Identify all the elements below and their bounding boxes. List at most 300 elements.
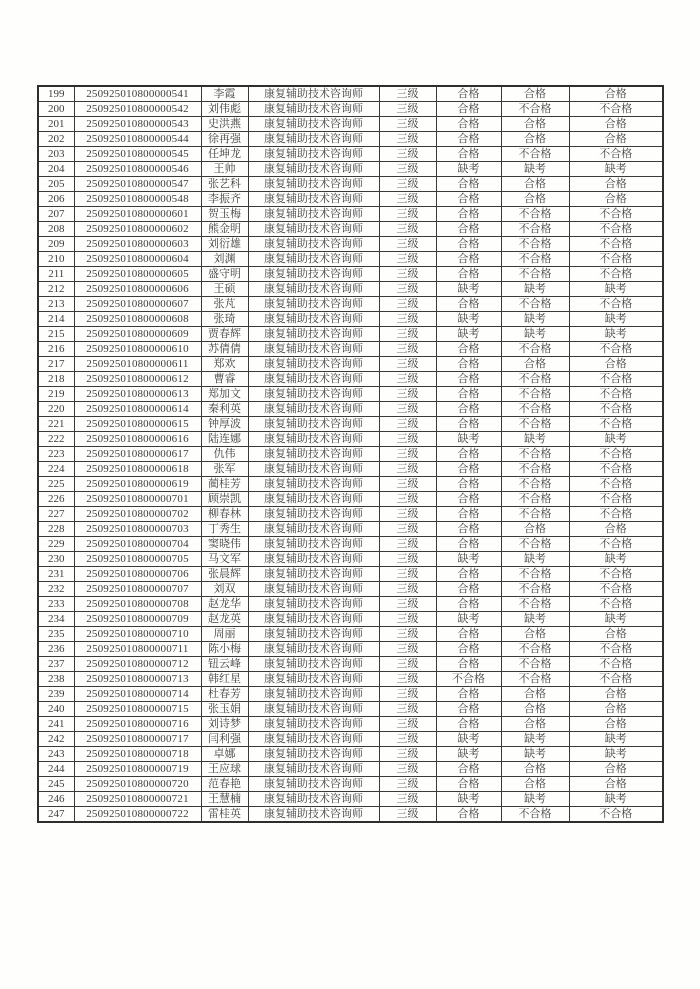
cell-occupation: 康复辅助技术咨询师 [248,327,379,342]
cell-result-1: 合格 [436,207,501,222]
cell-seq-number: 246 [38,792,74,807]
cell-seq-number: 215 [38,327,74,342]
cell-result-3: 缺考 [569,792,663,807]
cell-exam-id: 250925010800000619 [74,477,201,492]
cell-level: 三级 [379,432,436,447]
cell-result-1: 合格 [436,117,501,132]
cell-exam-id: 250925010800000703 [74,522,201,537]
cell-result-1: 缺考 [436,612,501,627]
cell-seq-number: 202 [38,132,74,147]
table-row [38,132,663,147]
cell-result-1: 合格 [436,252,501,267]
table-row [38,597,663,612]
cell-candidate-name: 窦晓伟 [201,537,248,552]
cell-result-1: 合格 [436,567,501,582]
cell-result-2: 缺考 [501,792,569,807]
cell-result-2: 不合格 [501,492,569,507]
cell-occupation: 康复辅助技术咨询师 [248,597,379,612]
cell-level: 三级 [379,162,436,177]
cell-exam-id: 250925010800000705 [74,552,201,567]
cell-result-3: 不合格 [569,672,663,687]
cell-candidate-name: 秦利英 [201,402,248,417]
cell-candidate-name: 赵龙英 [201,612,248,627]
cell-exam-id: 250925010800000609 [74,327,201,342]
cell-result-3: 合格 [569,522,663,537]
cell-occupation: 康复辅助技术咨询师 [248,282,379,297]
cell-result-3: 不合格 [569,462,663,477]
cell-occupation: 康复辅助技术咨询师 [248,627,379,642]
cell-seq-number: 204 [38,162,74,177]
cell-result-1: 合格 [436,417,501,432]
cell-seq-number: 226 [38,492,74,507]
cell-result-1: 合格 [436,402,501,417]
cell-occupation: 康复辅助技术咨询师 [248,462,379,477]
cell-result-1: 合格 [436,177,501,192]
cell-occupation: 康复辅助技术咨询师 [248,417,379,432]
cell-exam-id: 250925010800000604 [74,252,201,267]
cell-candidate-name: 王应球 [201,762,248,777]
cell-candidate-name: 刘伟彪 [201,102,248,117]
table-row [38,567,663,582]
cell-seq-number: 219 [38,387,74,402]
cell-result-3: 不合格 [569,447,663,462]
cell-candidate-name: 任坤龙 [201,147,248,162]
cell-occupation: 康复辅助技术咨询师 [248,222,379,237]
cell-result-3: 不合格 [569,567,663,582]
table-row [38,447,663,462]
cell-level: 三级 [379,102,436,117]
cell-level: 三级 [379,792,436,807]
cell-level: 三级 [379,807,436,823]
cell-level: 三级 [379,507,436,522]
cell-result-3: 合格 [569,117,663,132]
cell-seq-number: 203 [38,147,74,162]
cell-level: 三级 [379,417,436,432]
table-row [38,147,663,162]
cell-occupation: 康复辅助技术咨询师 [248,567,379,582]
cell-level: 三级 [379,657,436,672]
cell-result-1: 缺考 [436,312,501,327]
cell-exam-id: 250925010800000704 [74,537,201,552]
cell-seq-number: 214 [38,312,74,327]
cell-level: 三级 [379,192,436,207]
cell-result-3: 合格 [569,777,663,792]
table-row [38,327,663,342]
cell-level: 三级 [379,552,436,567]
cell-result-1: 合格 [436,222,501,237]
cell-level: 三级 [379,357,436,372]
cell-result-3: 合格 [569,86,663,102]
table-row [38,237,663,252]
cell-seq-number: 199 [38,86,74,102]
cell-result-1: 合格 [436,357,501,372]
cell-exam-id: 250925010800000613 [74,387,201,402]
cell-occupation: 康复辅助技术咨询师 [248,297,379,312]
cell-candidate-name: 王硕 [201,282,248,297]
cell-candidate-name: 范春艳 [201,777,248,792]
cell-exam-id: 250925010800000544 [74,132,201,147]
cell-seq-number: 216 [38,342,74,357]
cell-result-1: 不合格 [436,672,501,687]
cell-exam-id: 250925010800000545 [74,147,201,162]
cell-level: 三级 [379,117,436,132]
cell-candidate-name: 张芃 [201,297,248,312]
cell-exam-id: 250925010800000605 [74,267,201,282]
cell-level: 三级 [379,147,436,162]
cell-level: 三级 [379,252,436,267]
cell-seq-number: 205 [38,177,74,192]
cell-result-1: 合格 [436,102,501,117]
cell-result-3: 缺考 [569,312,663,327]
cell-exam-id: 250925010800000707 [74,582,201,597]
cell-result-3: 缺考 [569,327,663,342]
cell-candidate-name: 赵龙华 [201,597,248,612]
cell-result-3: 合格 [569,177,663,192]
cell-seq-number: 232 [38,582,74,597]
cell-result-1: 缺考 [436,432,501,447]
cell-occupation: 康复辅助技术咨询师 [248,732,379,747]
cell-result-2: 不合格 [501,102,569,117]
cell-seq-number: 213 [38,297,74,312]
cell-result-3: 不合格 [569,597,663,612]
cell-result-3: 不合格 [569,147,663,162]
cell-exam-id: 250925010800000615 [74,417,201,432]
cell-exam-id: 250925010800000543 [74,117,201,132]
table-row [38,312,663,327]
cell-occupation: 康复辅助技术咨询师 [248,357,379,372]
cell-result-2: 不合格 [501,297,569,312]
table-row [38,417,663,432]
cell-result-1: 合格 [436,237,501,252]
cell-level: 三级 [379,462,436,477]
table-row [38,357,663,372]
cell-result-1: 合格 [436,132,501,147]
cell-result-1: 合格 [436,597,501,612]
cell-result-2: 合格 [501,762,569,777]
cell-result-3: 不合格 [569,342,663,357]
cell-result-3: 合格 [569,702,663,717]
table-row [38,207,663,222]
cell-result-2: 合格 [501,132,569,147]
table-row [38,702,663,717]
cell-result-3: 不合格 [569,402,663,417]
cell-candidate-name: 闫利强 [201,732,248,747]
cell-candidate-name: 顾崇凯 [201,492,248,507]
cell-seq-number: 224 [38,462,74,477]
cell-occupation: 康复辅助技术咨询师 [248,477,379,492]
cell-occupation: 康复辅助技术咨询师 [248,642,379,657]
cell-result-1: 合格 [436,522,501,537]
cell-result-3: 合格 [569,627,663,642]
cell-result-1: 缺考 [436,552,501,567]
cell-result-2: 不合格 [501,462,569,477]
table-row [38,777,663,792]
cell-candidate-name: 蔺桂芳 [201,477,248,492]
cell-exam-id: 250925010800000618 [74,462,201,477]
cell-result-3: 合格 [569,762,663,777]
cell-candidate-name: 丁秀生 [201,522,248,537]
cell-seq-number: 245 [38,777,74,792]
cell-result-3: 缺考 [569,552,663,567]
cell-result-2: 不合格 [501,507,569,522]
cell-result-2: 不合格 [501,147,569,162]
cell-result-3: 合格 [569,192,663,207]
cell-occupation: 康复辅助技术咨询师 [248,507,379,522]
cell-seq-number: 210 [38,252,74,267]
cell-seq-number: 230 [38,552,74,567]
table-row [38,672,663,687]
cell-occupation: 康复辅助技术咨询师 [248,387,379,402]
cell-level: 三级 [379,597,436,612]
cell-result-1: 合格 [436,807,501,823]
cell-result-1: 合格 [436,537,501,552]
cell-result-2: 缺考 [501,162,569,177]
cell-level: 三级 [379,387,436,402]
cell-candidate-name: 杜春芳 [201,687,248,702]
cell-level: 三级 [379,282,436,297]
table-row [38,177,663,192]
cell-exam-id: 250925010800000702 [74,507,201,522]
cell-exam-id: 250925010800000701 [74,492,201,507]
cell-result-2: 不合格 [501,642,569,657]
cell-occupation: 康复辅助技术咨询师 [248,762,379,777]
cell-result-3: 不合格 [569,657,663,672]
cell-result-1: 合格 [436,267,501,282]
cell-level: 三级 [379,237,436,252]
cell-seq-number: 243 [38,747,74,762]
cell-level: 三级 [379,327,436,342]
cell-result-3: 不合格 [569,207,663,222]
cell-candidate-name: 钟厚波 [201,417,248,432]
cell-result-1: 缺考 [436,327,501,342]
cell-occupation: 康复辅助技术咨询师 [248,537,379,552]
cell-result-2: 不合格 [501,657,569,672]
cell-candidate-name: 周丽 [201,627,248,642]
table-row [38,462,663,477]
table-row [38,582,663,597]
cell-exam-id: 250925010800000713 [74,672,201,687]
cell-occupation: 康复辅助技术咨询师 [248,717,379,732]
cell-exam-id: 250925010800000541 [74,86,201,102]
cell-level: 三级 [379,372,436,387]
cell-exam-id: 250925010800000716 [74,717,201,732]
cell-candidate-name: 贺玉梅 [201,207,248,222]
cell-level: 三级 [379,702,436,717]
cell-level: 三级 [379,267,436,282]
cell-seq-number: 242 [38,732,74,747]
cell-seq-number: 209 [38,237,74,252]
cell-candidate-name: 陈小梅 [201,642,248,657]
table-row [38,642,663,657]
cell-candidate-name: 钮云峰 [201,657,248,672]
cell-exam-id: 250925010800000614 [74,402,201,417]
cell-seq-number: 229 [38,537,74,552]
cell-exam-id: 250925010800000715 [74,702,201,717]
cell-candidate-name: 张琦 [201,312,248,327]
cell-result-2: 不合格 [501,417,569,432]
cell-occupation: 康复辅助技术咨询师 [248,372,379,387]
cell-result-3: 不合格 [569,807,663,823]
cell-occupation: 康复辅助技术咨询师 [248,582,379,597]
cell-level: 三级 [379,537,436,552]
cell-result-2: 缺考 [501,327,569,342]
cell-level: 三级 [379,672,436,687]
cell-exam-id: 250925010800000548 [74,192,201,207]
cell-seq-number: 206 [38,192,74,207]
cell-occupation: 康复辅助技术咨询师 [248,447,379,462]
table-row [38,537,663,552]
exam-results-table [37,85,664,823]
cell-seq-number: 212 [38,282,74,297]
cell-exam-id: 250925010800000603 [74,237,201,252]
cell-level: 三级 [379,297,436,312]
cell-level: 三级 [379,477,436,492]
cell-level: 三级 [379,402,436,417]
cell-exam-id: 250925010800000721 [74,792,201,807]
cell-exam-id: 250925010800000606 [74,282,201,297]
cell-candidate-name: 苏倩倩 [201,342,248,357]
cell-exam-id: 250925010800000708 [74,597,201,612]
cell-occupation: 康复辅助技术咨询师 [248,702,379,717]
cell-candidate-name: 陆连娜 [201,432,248,447]
cell-result-2: 合格 [501,687,569,702]
cell-result-2: 合格 [501,702,569,717]
cell-result-3: 不合格 [569,387,663,402]
cell-result-3: 合格 [569,132,663,147]
cell-result-1: 合格 [436,762,501,777]
cell-level: 三级 [379,717,436,732]
cell-level: 三级 [379,567,436,582]
cell-result-3: 不合格 [569,297,663,312]
cell-seq-number: 200 [38,102,74,117]
cell-exam-id: 250925010800000608 [74,312,201,327]
cell-result-2: 合格 [501,717,569,732]
table-row [38,762,663,777]
cell-result-1: 合格 [436,342,501,357]
cell-candidate-name: 李霞 [201,86,248,102]
cell-result-3: 不合格 [569,492,663,507]
table-row [38,282,663,297]
cell-exam-id: 250925010800000719 [74,762,201,777]
cell-result-3: 不合格 [569,252,663,267]
table-row [38,522,663,537]
cell-occupation: 康复辅助技术咨询师 [248,402,379,417]
cell-seq-number: 228 [38,522,74,537]
cell-result-1: 缺考 [436,162,501,177]
cell-seq-number: 218 [38,372,74,387]
table-row [38,627,663,642]
cell-level: 三级 [379,612,436,627]
cell-result-3: 合格 [569,687,663,702]
cell-result-3: 缺考 [569,612,663,627]
cell-result-3: 合格 [569,357,663,372]
cell-exam-id: 250925010800000709 [74,612,201,627]
cell-occupation: 康复辅助技术咨询师 [248,777,379,792]
cell-candidate-name: 曹睿 [201,372,248,387]
cell-seq-number: 247 [38,807,74,823]
cell-exam-id: 250925010800000602 [74,222,201,237]
cell-result-3: 缺考 [569,732,663,747]
cell-seq-number: 235 [38,627,74,642]
cell-seq-number: 231 [38,567,74,582]
cell-result-1: 合格 [436,387,501,402]
cell-result-3: 不合格 [569,582,663,597]
table-row [38,747,663,762]
table-row [38,387,663,402]
table-row [38,342,663,357]
cell-exam-id: 250925010800000616 [74,432,201,447]
cell-level: 三级 [379,687,436,702]
cell-exam-id: 250925010800000710 [74,627,201,642]
cell-result-1: 合格 [436,192,501,207]
cell-seq-number: 220 [38,402,74,417]
cell-result-1: 合格 [436,297,501,312]
cell-exam-id: 250925010800000706 [74,567,201,582]
cell-candidate-name: 史洪燕 [201,117,248,132]
cell-candidate-name: 卓娜 [201,747,248,762]
table-row [38,657,663,672]
cell-result-2: 不合格 [501,567,569,582]
cell-result-1: 合格 [436,507,501,522]
cell-seq-number: 211 [38,267,74,282]
cell-seq-number: 233 [38,597,74,612]
cell-occupation: 康复辅助技术咨询师 [248,792,379,807]
cell-occupation: 康复辅助技术咨询师 [248,492,379,507]
cell-exam-id: 250925010800000612 [74,372,201,387]
cell-candidate-name: 张军 [201,462,248,477]
cell-result-3: 不合格 [569,267,663,282]
cell-seq-number: 223 [38,447,74,462]
table-row [38,492,663,507]
cell-seq-number: 239 [38,687,74,702]
cell-result-2: 不合格 [501,252,569,267]
cell-candidate-name: 仇伟 [201,447,248,462]
cell-candidate-name: 徐再强 [201,132,248,147]
cell-result-3: 不合格 [569,477,663,492]
cell-occupation: 康复辅助技术咨询师 [248,672,379,687]
cell-result-2: 合格 [501,777,569,792]
cell-candidate-name: 郑加文 [201,387,248,402]
cell-result-1: 合格 [436,657,501,672]
cell-exam-id: 250925010800000546 [74,162,201,177]
cell-result-1: 合格 [436,582,501,597]
cell-candidate-name: 刘诗梦 [201,717,248,732]
cell-result-2: 不合格 [501,597,569,612]
cell-occupation: 康复辅助技术咨询师 [248,252,379,267]
cell-result-2: 不合格 [501,672,569,687]
cell-level: 三级 [379,207,436,222]
cell-result-2: 缺考 [501,747,569,762]
cell-result-2: 合格 [501,357,569,372]
cell-level: 三级 [379,747,436,762]
cell-result-2: 不合格 [501,222,569,237]
cell-result-1: 合格 [436,447,501,462]
cell-level: 三级 [379,312,436,327]
cell-result-3: 缺考 [569,162,663,177]
cell-result-1: 合格 [436,372,501,387]
cell-exam-id: 250925010800000617 [74,447,201,462]
cell-seq-number: 222 [38,432,74,447]
cell-result-2: 不合格 [501,342,569,357]
cell-candidate-name: 柳春林 [201,507,248,522]
cell-result-2: 缺考 [501,312,569,327]
cell-occupation: 康复辅助技术咨询师 [248,192,379,207]
cell-result-1: 合格 [436,462,501,477]
cell-candidate-name: 张晨辉 [201,567,248,582]
cell-exam-id: 250925010800000610 [74,342,201,357]
cell-candidate-name: 李振齐 [201,192,248,207]
cell-level: 三级 [379,342,436,357]
